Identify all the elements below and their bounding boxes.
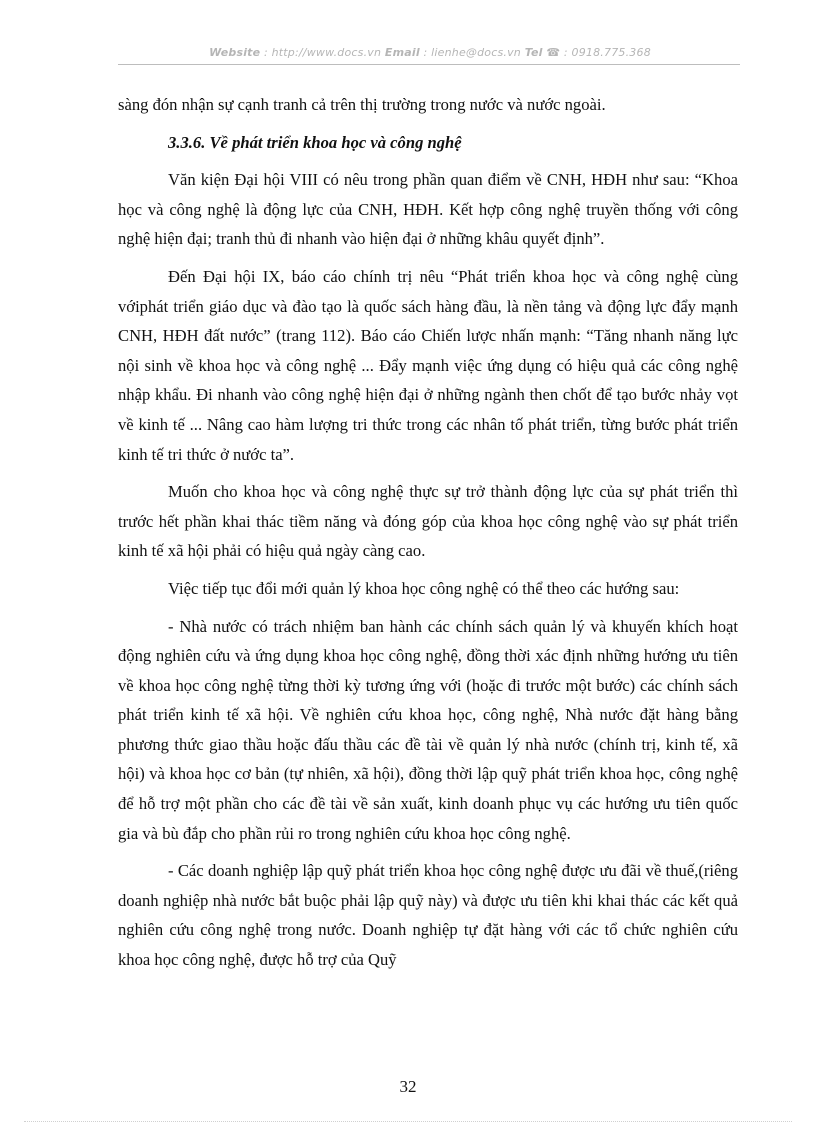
paragraph: Văn kiện Đại hội VIII có nêu trong phần quan điểm về CNH, HĐH như sau: “Khoa học và công nghệ là động lực của CNH, HĐH. Kết hợp công nghệ truyền thống với công nghệ hiện đại; tranh thủ đi nhanh vào hiện đại ở những khâu quyết định”.	[118, 170, 738, 249]
section-heading: 3.3.6. Về phát triển khoa học và công nghệ	[168, 132, 462, 152]
page-header	[120, 46, 740, 59]
email-label: Email	[384, 46, 420, 59]
paragraph: Việc tiếp tục đổi mới quản lý khoa học công nghệ có thể theo các hướng sau:	[168, 578, 680, 598]
paragraph: - Nhà nước có trách nhiệm ban hành các chính sách quản lý và khuyến khích hoạt động nghiên cứu và ứng dụng khoa học công nghệ, đồng thời xác định những hướng ưu tiên về khoa học công nghệ từng thời kỳ tương ứng với (hoặc đi trước một bước) các chính sách phát triển kinh tế xã hội. Về nghiên cứu khoa học, công nghệ, Nhà nước đặt hàng bằng phương thức giao thầu hoặc đấu thầu các đề tài về quản lý nhà nước (chính trị, kinh tế, xã hội) và khoa học cơ bản (tự nhiên, xã hội), đồng thời lập quỹ phát triển khoa học, công nghệ để hỗ trợ một phần cho các đề tài về sản xuất, kinh doanh phục vụ các hướng ưu tiên quốc gia và bù đắp cho phần rủi ro trong nghiên cứu khoa học công nghệ.	[118, 616, 738, 843]
paragraph: Muốn cho khoa học và công nghệ thực sự trở thành động lực của sự phát triển thì trước hết phần khai thác tiềm năng và đóng góp của khoa học công nghệ vào sự phát triển kinh tế xã hội phải có hiệu quả ngày càng cao.	[118, 482, 738, 561]
paragraph-continuation: sàng đón nhận sự cạnh tranh cả trên thị trường trong nước và nước ngoài.	[118, 95, 606, 114]
paragraph: - Các doanh nghiệp lập quỹ phát triển khoa học công nghệ được ưu đãi về thuế,(riêng doanh nghiệp nhà nước bắt buộc phải lập quỹ này) và được ưu tiên khi khai thác các kết quả nghiên cứu công nghệ trong nước. Doanh nghiệp tự đặt hàng với các tổ chức nghiên cứu khoa học công nghệ, được hỗ trợ của Quỹ	[118, 861, 738, 970]
document-body	[118, 90, 738, 983]
website-label: Website	[209, 46, 261, 59]
bottom-divider	[24, 1121, 792, 1122]
tel-label: Tel	[524, 46, 543, 59]
email-value: : lienhe@docs.vn	[423, 46, 521, 59]
header-divider	[118, 64, 740, 65]
page-number: 32	[399, 1077, 417, 1096]
website-value: : http://www.docs.vn	[264, 46, 382, 59]
paragraph: Đến Đại hội IX, báo cáo chính trị nêu “Phát triển khoa học và công nghệ cùng vớiphát triển giáo dục và đào tạo là quốc sách hàng đầu, là nền tảng và động lực đẩy mạnh CNH, HĐH đất nước” (trang 112). Báo cáo Chiến lược nhấn mạnh: “Tăng nhanh năng lực nội sinh về khoa học và công nghệ ... Đẩy mạnh việc ứng dụng có hiệu quả các công nghệ nhập khẩu. Đi nhanh vào công nghệ hiện đại ở những ngành then chốt để tạo bước nhảy vọt về kinh tế ... Nâng cao hàm lượng tri thức trong các nhân tố phát triển, từng bước phát triển kinh tế tri thức ở nước ta”.	[118, 266, 738, 464]
tel-value: ☎ : 0918.775.368	[546, 46, 651, 59]
